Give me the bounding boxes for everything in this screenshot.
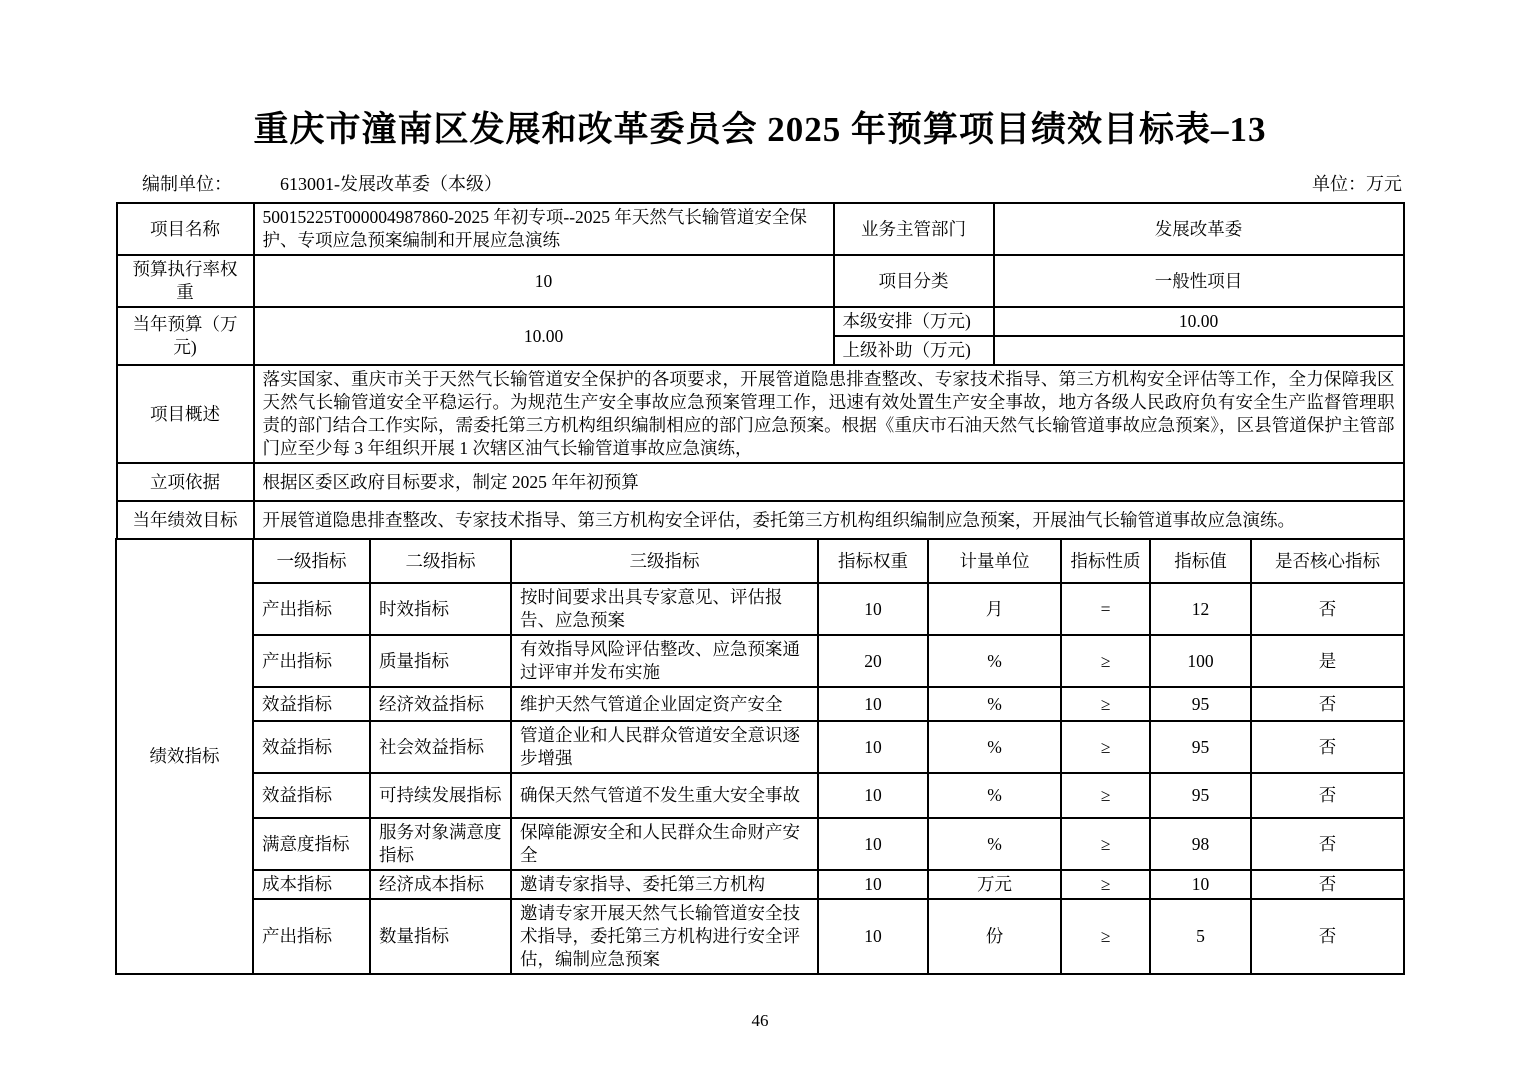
indicator-cell: 否	[1251, 870, 1404, 899]
indicator-cell: 产出指标	[253, 899, 370, 974]
indicator-cell: 否	[1251, 687, 1404, 721]
row-budget-top	[117, 307, 1404, 336]
dept-value: 发展改革委	[994, 203, 1404, 255]
indicator-cell: 10	[818, 870, 928, 899]
indicator-cell: 产出指标	[253, 583, 370, 635]
row-basis	[117, 463, 1404, 501]
indicator-cell: ≥	[1061, 721, 1150, 773]
indicator-cell: 98	[1150, 818, 1251, 870]
page-title: 重庆市潼南区发展和改革委员会 2025 年预算项目绩效目标表–13	[253, 110, 1267, 149]
header-level3: 三级指标	[511, 539, 818, 583]
indicator-cell: 10	[818, 818, 928, 870]
indicator-cell: 按时间要求出具专家意见、评估报告、应急预案	[511, 583, 818, 635]
row-exec-rate	[117, 255, 1404, 307]
row-goal	[117, 501, 1404, 539]
header-unit: 计量单位	[928, 539, 1061, 583]
indicator-cell: 有效指导风险评估整改、应急预案通过评审并发布实施	[511, 635, 818, 687]
indicator-cell: %	[928, 818, 1061, 870]
header-nature: 指标性质	[1061, 539, 1150, 583]
basis-value: 根据区委区政府目标要求，制定 2025 年年初预算	[254, 463, 1404, 501]
indicator-cell: 否	[1251, 773, 1404, 818]
indicator-cell: 万元	[928, 870, 1061, 899]
exec-rate-label: 预算执行率权重	[117, 255, 254, 307]
prepared-by-label: 编制单位：	[142, 174, 232, 194]
indicator-cell: 否	[1251, 899, 1404, 974]
indicator-cell: 经济效益指标	[370, 687, 511, 721]
superior-subsidy-value	[994, 336, 1404, 365]
header-value: 指标值	[1150, 539, 1251, 583]
goal-value: 开展管道隐患排查整改、专家技术指导、第三方机构安全评估，委托第三方机构组织编制应急预案，开展油气长输管道事故应急演练。	[254, 501, 1404, 539]
indicators-header-row	[116, 539, 1404, 583]
project-name-label: 项目名称	[117, 203, 254, 255]
indicator-cell: ≥	[1061, 899, 1150, 974]
indicator-cell: 保障能源安全和人民群众生命财产安全	[511, 818, 818, 870]
indicator-cell: 效益指标	[253, 773, 370, 818]
indicator-cell: ≥	[1061, 773, 1150, 818]
indicator-cell: 维护天然气管道企业固定资产安全	[511, 687, 818, 721]
overview-value: 落实国家、重庆市关于天然气长输管道安全保护的各项要求，开展管道隐患排查整改、专家技术指导、第三方机构安全评估等工作，全力保障我区天然气长输管道安全平稳运行。为规范生产安全事故应急预案管理工作，迅速有效处置生产安全事故，地方各级人民政府负有安全生产监督管理职责的部门结合工作实际，需委托第三方机构组织编制相应的部门应急预案。根据《重庆市石油天然气长输管道事故应急预案》，区县管道保护主管部门应至少每 3 年组织开展 1 次辖区油气长输管道事故应急演练，	[254, 365, 1404, 463]
prepared-by-value: 613001-发展改革委（本级）	[280, 174, 502, 194]
indicator-cell: 95	[1150, 721, 1251, 773]
category-value: 一般性项目	[994, 255, 1404, 307]
project-name-value: 50015225T000004987860-2025 年初专项--2025 年天然气长输管道安全保护、专项应急预案编制和开展应急演练	[254, 203, 834, 255]
indicator-cell: 95	[1150, 773, 1251, 818]
superior-subsidy-label: 上级补助（万元)	[834, 336, 994, 365]
header-level1: 一级指标	[253, 539, 370, 583]
indicator-cell: 是	[1251, 635, 1404, 687]
budget-value: 10.00	[254, 307, 834, 365]
indicator-cell: %	[928, 721, 1061, 773]
indicator-cell: 可持续发展指标	[370, 773, 511, 818]
indicator-cell: 效益指标	[253, 721, 370, 773]
indicator-cell: ≥	[1061, 687, 1150, 721]
project-info-table	[116, 202, 1405, 540]
indicator-cell: 服务对象满意度指标	[370, 818, 511, 870]
indicator-cell: 10	[818, 773, 928, 818]
indicator-cell: 10	[818, 583, 928, 635]
indicator-row	[116, 773, 1404, 818]
indicator-cell: ≥	[1061, 635, 1150, 687]
indicator-cell: 20	[818, 635, 928, 687]
indicator-cell: 邀请专家指导、委托第三方机构	[511, 870, 818, 899]
indicator-cell: 10	[818, 899, 928, 974]
indicator-row	[116, 687, 1404, 721]
indicator-cell: %	[928, 773, 1061, 818]
indicator-row	[116, 635, 1404, 687]
unit-label: 单位：万元	[1312, 174, 1402, 194]
indicator-cell: =	[1061, 583, 1150, 635]
indicator-cell: 成本指标	[253, 870, 370, 899]
indicator-cell: 10	[1150, 870, 1251, 899]
indicator-row	[116, 818, 1404, 870]
indicator-cell: 时效指标	[370, 583, 511, 635]
indicator-cell: 10	[818, 721, 928, 773]
indicator-row	[116, 721, 1404, 773]
basis-label: 立项依据	[117, 463, 254, 501]
goal-label: 当年绩效目标	[117, 501, 254, 539]
indicators-section-label: 绩效指标	[116, 539, 253, 974]
category-label: 项目分类	[834, 255, 994, 307]
header-core: 是否核心指标	[1251, 539, 1404, 583]
header-level2: 二级指标	[370, 539, 511, 583]
indicator-cell: 满意度指标	[253, 818, 370, 870]
indicator-cell: 质量指标	[370, 635, 511, 687]
indicator-cell: 95	[1150, 687, 1251, 721]
indicator-cell: 社会效益指标	[370, 721, 511, 773]
indicator-cell: %	[928, 635, 1061, 687]
overview-label: 项目概述	[117, 365, 254, 463]
budget-label: 当年预算（万元)	[117, 307, 254, 365]
row-overview	[117, 365, 1404, 463]
indicator-cell: ≥	[1061, 818, 1150, 870]
local-arrangement-label: 本级安排（万元)	[834, 307, 994, 336]
indicator-cell: 管道企业和人民群众管道安全意识逐步增强	[511, 721, 818, 773]
indicator-cell: 邀请专家开展天然气长输管道安全技术指导，委托第三方机构进行安全评估，编制应急预案	[511, 899, 818, 974]
indicator-cell: 100	[1150, 635, 1251, 687]
indicator-cell: 产出指标	[253, 635, 370, 687]
indicator-cell: 经济成本指标	[370, 870, 511, 899]
indicator-cell: 数量指标	[370, 899, 511, 974]
page-number: 46	[751, 1011, 769, 1030]
indicator-cell: 否	[1251, 721, 1404, 773]
indicator-cell: ≥	[1061, 870, 1150, 899]
indicator-cell: 5	[1150, 899, 1251, 974]
indicators-table	[115, 538, 1405, 975]
prepared-by	[142, 170, 502, 196]
indicator-cell: 10	[818, 687, 928, 721]
local-arrangement-value: 10.00	[994, 307, 1404, 336]
indicator-cell: 否	[1251, 583, 1404, 635]
indicator-row	[116, 870, 1404, 899]
indicator-cell: 份	[928, 899, 1061, 974]
dept-label: 业务主管部门	[834, 203, 994, 255]
meta-line	[116, 170, 1404, 196]
indicator-cell: 12	[1150, 583, 1251, 635]
exec-rate-value: 10	[254, 255, 834, 307]
indicator-cell: 确保天然气管道不发生重大安全事故	[511, 773, 818, 818]
indicator-cell: 否	[1251, 818, 1404, 870]
indicator-cell: %	[928, 687, 1061, 721]
row-project-name	[117, 203, 1404, 255]
header-weight: 指标权重	[818, 539, 928, 583]
indicator-cell: 效益指标	[253, 687, 370, 721]
indicator-row	[116, 583, 1404, 635]
indicator-row	[116, 899, 1404, 974]
indicator-cell: 月	[928, 583, 1061, 635]
